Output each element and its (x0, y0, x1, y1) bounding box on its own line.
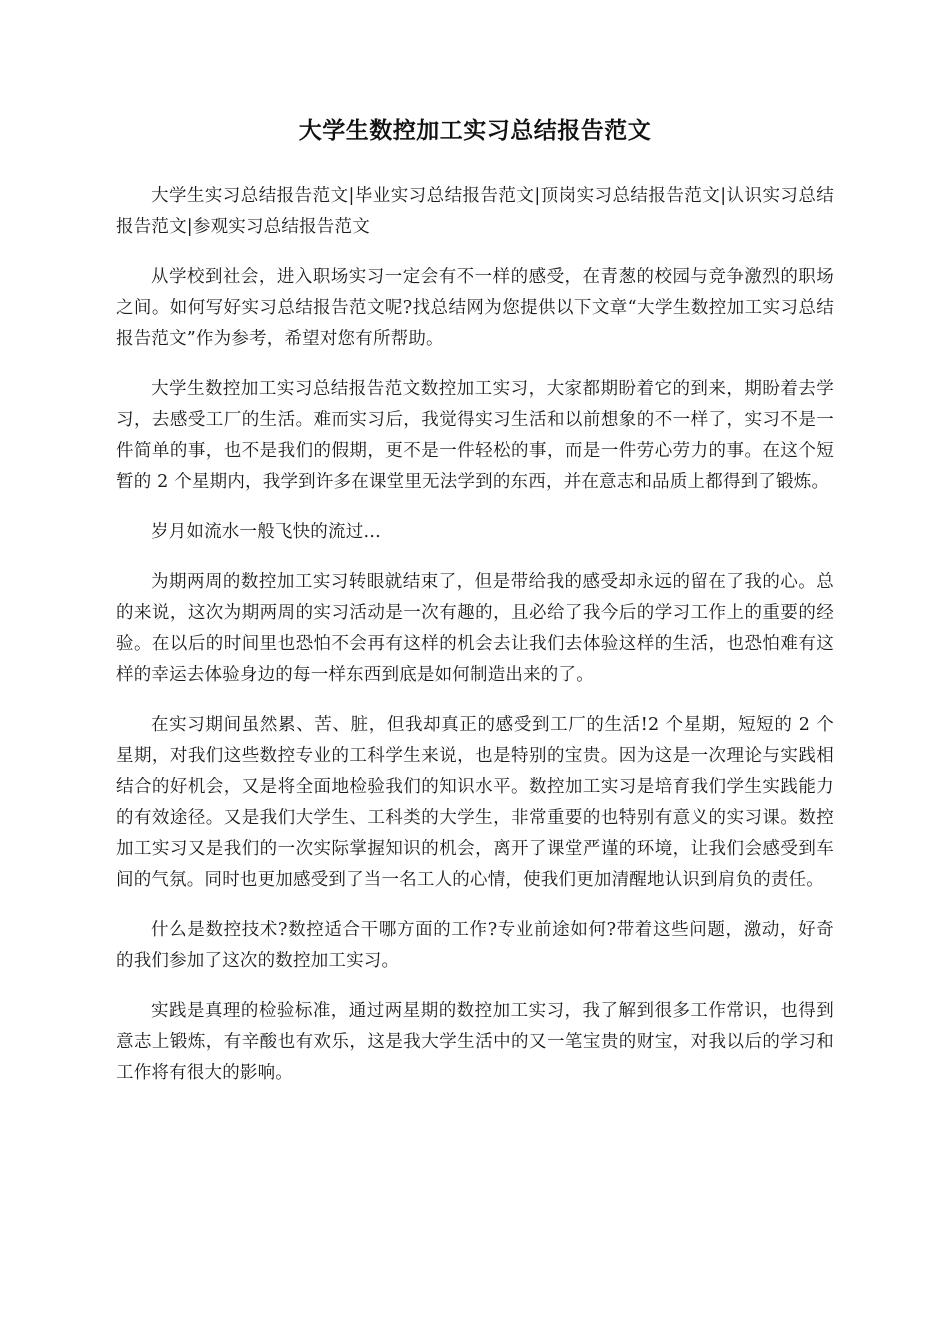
document-title: 大学生数控加工实习总结报告范文 (298, 118, 652, 144)
paragraph-intro: 从学校到社会，进入职场实习一定会有不一样的感受，在青葱的校园与竞争激烈的职场之间。如何写好实习总结报告范文呢?找总结网为您提供以下文章“大学生数控加工实习总结报告范文”作为参考，希望对您有所帮助。 (116, 267, 834, 349)
paragraph-body-4: 在实习期间虽然累、苦、脏，但我却真正的感受到工厂的生活!2 个星期，短短的 2 个星期，对我们这些数控专业的工科学生来说，也是特别的宝贵。因为这是一次理论与实践相结合的好机会，又是将全面地检验我们的知识水平。数控加工实习是培育我们学生实践能力的有效途径。又是我们大学生、工科类的大学生，非常重要的也特别有意义的实习课。数控加工实习又是我们的一次实际掌握知识的机会，离开了课堂严谨的环境，让我们会感受到车间的气氛。同时也更加感受到了当一名工人的心情，使我们更加清醒地认识到肩负的责任。 (116, 715, 834, 890)
paragraph-body-1: 大学生数控加工实习总结报告范文数控加工实习，大家都期盼着它的到来，期盼着去学习，去感受工厂的生活。难而实习后，我觉得实习生活和以前想象的不一样了，实习不是一件简单的事，也不是我们的假期，更不是一件轻松的事，而是一件劳心劳力的事。在这个短暂的 2 个星期内，我学到许多在课堂里无法学到的东西，并在意志和品质上都得到了锻炼。 (116, 379, 834, 492)
document-page (116, 112, 834, 1108)
paragraph-body-6: 实践是真理的检验标准，通过两星期的数控加工实习，我了解到很多工作常识，也得到意志上锻炼，有辛酸也有欢乐，这是我大学生活中的又一笔宝贵的财宝，对我以后的学习和工作将有很大的影响。 (116, 1001, 834, 1083)
paragraph-body-2: 岁月如流水一般飞快的流过… (151, 522, 382, 542)
paragraph-related-links: 大学生实习总结报告范文|毕业实习总结报告范文|顶岗实习总结报告范文|认识实习总结报告范文|参观实习总结报告范文 (116, 186, 834, 237)
paragraph-body-5: 什么是数控技术?数控适合干哪方面的工作?专业前途如何?带着这些问题，激动，好奇的我们参加了这次的数控加工实习。 (116, 920, 834, 971)
paragraph-body-3: 为期两周的数控加工实习转眼就结束了，但是带给我的感受却永远的留在了我的心。总的来说，这次为期两周的实习活动是一次有趣的，且必给了我今后的学习工作上的重要的经验。在以后的时间里也恐怕不会再有这样的机会去让我们去体验这样的生活，也恐怕难有这样的幸运去体验身边的每一样东西到底是如何制造出来的了。 (116, 572, 834, 685)
